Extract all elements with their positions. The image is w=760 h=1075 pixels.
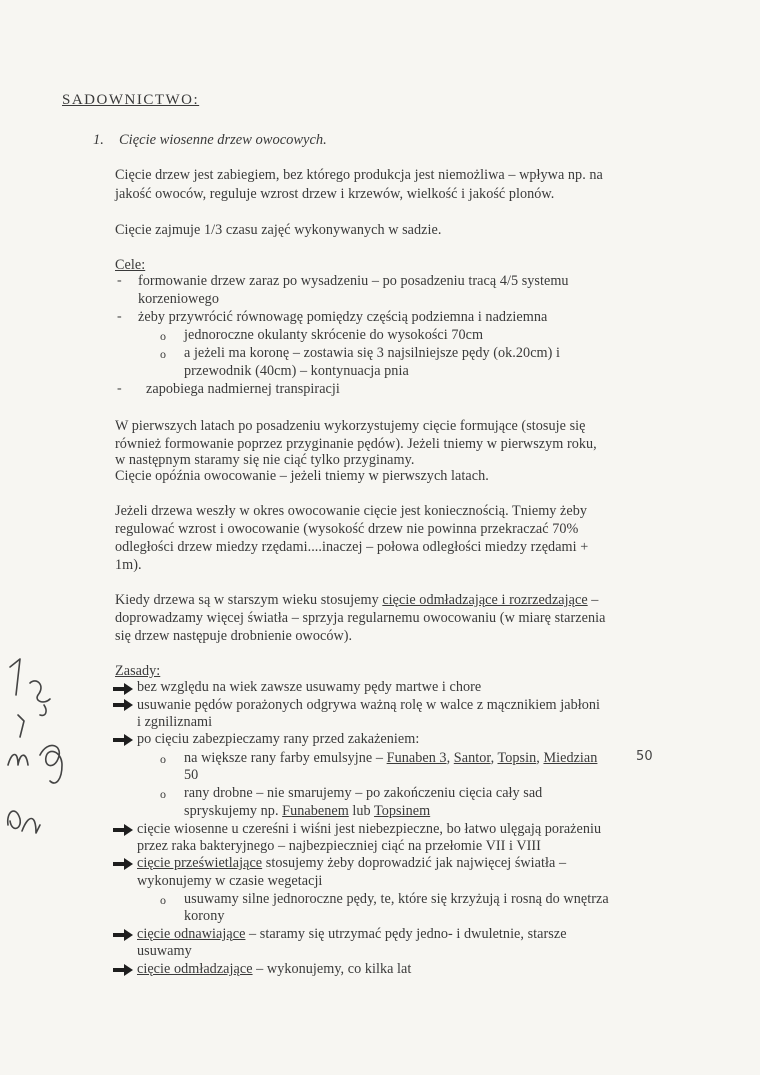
- handwritten-note: 50: [636, 749, 653, 764]
- zasada-3-sub-2-line-1: rany drobne – nie smarujemy – po zakończeniu cięcia cały sad: [184, 785, 543, 801]
- zasada-3: po cięciu zabezpieczamy rany przed zakażeniem:: [137, 731, 420, 747]
- cele-line-5: a jeżeli ma koronę – zostawia się 3 najsilniejsze pędy (ok.20cm) i: [184, 345, 560, 361]
- pointing-arrow-icon: [112, 928, 134, 942]
- para3-line-1: [115, 592, 598, 609]
- bullet-marker: o: [160, 752, 166, 766]
- pointing-arrow-icon: [112, 733, 134, 747]
- zasada-6-line-2: usuwamy: [137, 943, 192, 959]
- zasada-5-line-2: wykonujemy w czasie wegetacji: [137, 873, 323, 889]
- time-share-text: Cięcie zajmuje 1/3 czasu zajęć wykonywanych w sadzie.: [115, 222, 442, 238]
- zasada-2-line-2: i zgniliznami: [137, 714, 213, 730]
- para2-line-2: regulować wzrost i owocowanie (wysokość drzew nie powinna przekraczać 70%: [115, 521, 579, 537]
- para2-line-1: Jeżeli drzewa weszły w okres owocowanie cięcie jest koniecznością. Tniemy żeby: [115, 503, 588, 519]
- para3-line-3: się drzew następuje drobnienie owoców).: [115, 628, 353, 644]
- zasada-5-sub-line-1: usuwamy silne jednoroczne pędy, te, które się krzyżują i rosną do wnętrza: [184, 891, 609, 907]
- zasada-7: [137, 961, 411, 978]
- handwritten-margin-notes: [0, 655, 80, 855]
- product-name: Funaben 3: [386, 750, 447, 766]
- para3-text: –: [587, 592, 599, 608]
- pointing-arrow-icon: [112, 823, 134, 837]
- zasada-3-sub-2-text: lub: [348, 803, 375, 819]
- section-title: Cięcie wiosenne drzew owocowych.: [119, 132, 327, 148]
- para3-term: cięcie odmładzające i rozrzedzające: [382, 592, 588, 608]
- intro-line-2: jakość owoców, reguluje wzrost drzew i krzewów, wielkość i jakość plonów.: [115, 186, 555, 202]
- zasada-4-line-2: przez raka bakteryjnego – najbezpieczniej ciąć na przełomie VII i VIII: [137, 838, 541, 854]
- cele-line-7: zapobiega nadmiernej transpiracji: [146, 381, 340, 397]
- pointing-arrow-icon: [112, 698, 134, 712]
- page-heading: SADOWNICTWO:: [62, 92, 200, 108]
- zasady-label: Zasady:: [115, 663, 161, 679]
- para3-line-2: doprowadzamy więcej światła – sprzyja regularnemu owocowaniu (w miarę starzenia: [115, 610, 606, 626]
- zasada-3-sub-2-text: spryskujemy np.: [184, 803, 283, 819]
- bullet-marker: o: [160, 347, 166, 361]
- zasada-7-term: cięcie odmładzające: [137, 961, 253, 977]
- zasada-6-line-1: [137, 926, 567, 943]
- para1-line-3: w następnym staramy się nie ciąć tylko przyginamy.: [115, 452, 415, 468]
- para3-text: Kiedy drzewa są w starszym wieku stosujemy: [115, 592, 383, 608]
- dash-marker: -: [117, 309, 122, 324]
- product-name: Topsinem: [374, 803, 431, 819]
- dash-marker: -: [117, 273, 122, 288]
- cele-label: Cele:: [115, 257, 146, 273]
- product-name: Miedzian: [543, 750, 598, 766]
- dash-marker: -: [117, 381, 122, 396]
- cele-line-2: korzeniowego: [138, 291, 219, 307]
- pointing-arrow-icon: [112, 682, 134, 696]
- section-number: 1.: [93, 132, 104, 148]
- bullet-marker: o: [160, 329, 166, 343]
- zasada-5-sub-line-2: korony: [184, 908, 225, 924]
- zasada-1: bez względu na wiek zawsze usuwamy pędy martwe i chore: [137, 679, 482, 695]
- pointing-arrow-icon: [112, 963, 134, 977]
- cele-line-4: jednoroczne okulanty skrócenie do wysokości 70cm: [184, 327, 484, 343]
- para1-line-2: również formowanie poprzez przyginanie pędów). Jeżeli tniemy w pierwszym roku,: [115, 436, 597, 452]
- zasada-7-text: – wykonujemy, co kilka lat: [252, 961, 412, 977]
- zasada-2-line-1: usuwanie pędów porażonych odgrywa ważną rolę w walce z mącznikiem jabłoni: [137, 697, 600, 713]
- cele-line-1: formowanie drzew zaraz po wysadzeniu – po posadzeniu tracą 4/5 systemu: [138, 273, 569, 289]
- para1-line-4: Cięcie opóźnia owocowanie – jeżeli tniemy w pierwszych latach.: [115, 468, 489, 484]
- pointing-arrow-icon: [112, 857, 134, 871]
- product-name: Santor: [453, 750, 491, 766]
- zasada-5-term: cięcie prześwietlające: [137, 855, 263, 871]
- zasada-5-text: stosujemy żeby doprowadzić jak najwięcej światła –: [262, 855, 567, 871]
- zasada-3-sub-1: na większe rany farby emulsyjne – Funaben 3, Santor, Topsin, Miedzian: [184, 750, 598, 766]
- zasada-5-line-1: [137, 855, 566, 872]
- cele-line-6: przewodnik (40cm) – kontynuacja pnia: [184, 363, 409, 379]
- zasada-4-line-1: cięcie wiosenne u czereśni i wiśni jest niebezpieczne, bo łatwo ulęgają porażeniu: [137, 821, 602, 837]
- para1-line-1: W pierwszych latach po posadzeniu wykorzystujemy cięcie formujące (stosuje się: [115, 418, 586, 434]
- product-name: Funabenem: [282, 803, 349, 819]
- para2-line-4: 1m).: [115, 557, 142, 573]
- zasada-6-term: cięcie odnawiające: [137, 926, 246, 942]
- zasada-3-sub-1-cont: 50: [184, 767, 199, 783]
- intro-line-1: Cięcie drzew jest zabiegiem, bez którego produkcja jest niemożliwa – wpływa np. na: [115, 167, 603, 183]
- bullet-marker: o: [160, 893, 166, 907]
- zasada-3-sub-1-text: na większe rany farby emulsyjne –: [184, 750, 387, 766]
- product-name: Topsin: [497, 750, 537, 766]
- bullet-marker: o: [160, 787, 166, 801]
- zasada-3-sub-2-line-2: [184, 803, 430, 820]
- zasada-6-text: – staramy się utrzymać pędy jedno- i dwuletnie, starsze: [245, 926, 567, 942]
- para2-line-3: odległości drzew miedzy rzędami....inaczej – połowa odległości miedzy rzędami +: [115, 539, 589, 555]
- cele-line-3: żeby przywrócić równowagę pomiędzy częścią podziemna i nadziemna: [138, 309, 548, 325]
